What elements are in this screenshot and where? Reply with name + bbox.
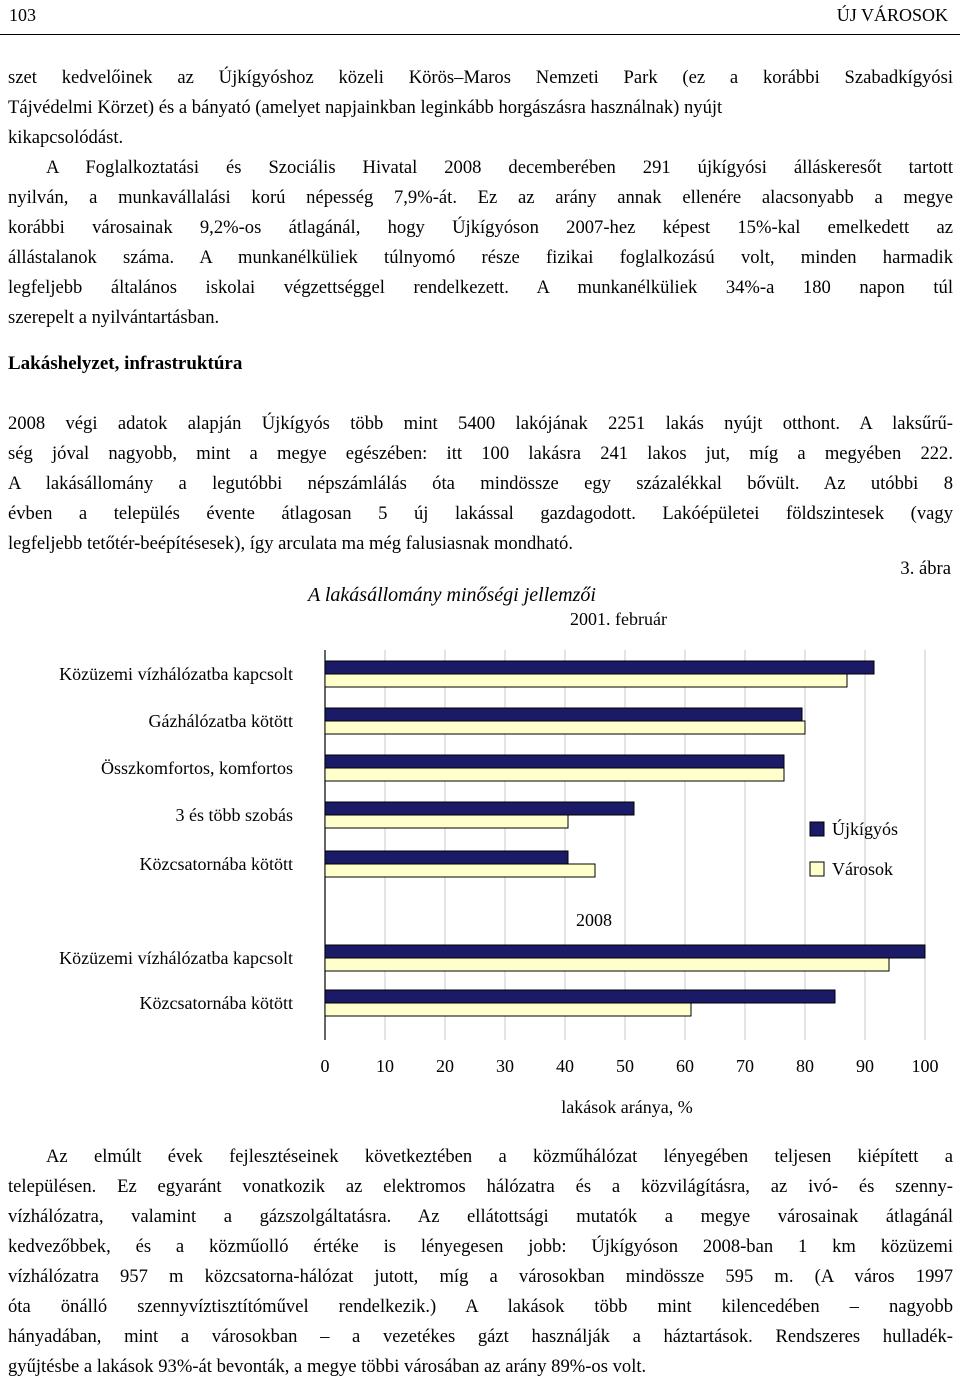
text-line: évben a település évente átlagosan 5 új lakással gazdagodott. Lakóépületei földszintesek (vagy — [8, 503, 953, 524]
x-tick-label: 10 — [376, 1056, 394, 1076]
text-line: Tájvédelmi Körzet) és a bányató (amelyet napjainkban leginkább horgászásra használnak) nyújt — [8, 97, 723, 118]
page-number: 103 — [9, 5, 36, 25]
legend-label: Újkígyós — [832, 819, 899, 839]
text-line: A Foglalkoztatási és Szociális Hivatal 2008 decemberében 291 újkígyósi álláskeresőt tartott — [46, 157, 953, 178]
text-line: nyilván, a munkavállalási korú népesség 7,9%-át. Ez az arány annak ellenére alacsonyabb a megye — [8, 187, 953, 208]
figure-number: 3. ábra — [900, 558, 951, 579]
x-tick-label: 70 — [736, 1056, 754, 1076]
category-label: Gázhálózatba kötött — [148, 711, 293, 731]
text-line: ség jóval nagyobb, mint a megye egészében: itt 100 lakásra 241 lakos jut, míg a megyében 222. — [8, 443, 953, 464]
text-line: kedvezőbbek, és a közműolló értéke is lényegesen jobb: Újkígyóson 2008-ban 1 km közüzemi — [8, 1236, 953, 1257]
x-tick-label: 90 — [856, 1056, 874, 1076]
text-line: gyűjtésbe a lakások 93%-át bevonták, a megye többi városában az arány 89%-os volt. — [8, 1356, 647, 1377]
text-line: korábbi városainak 9,2%-os átlagánál, hogy Újkígyóson 2007-hez képest 15%-kal emelkedett az — [8, 217, 953, 238]
running-title: ÚJ VÁROSOK — [836, 5, 948, 25]
bar-varosok — [325, 958, 889, 971]
text-line: 2008 végi adatok alapján Újkígyós több mint 5400 lakójának 2251 lakás nyújt otthont. A laksűrű- — [8, 413, 953, 434]
category-label: Közüzemi vízhálózatba kapcsolt — [59, 948, 293, 968]
text-line: szerepelt a nyilvántartásban. — [8, 307, 220, 328]
category-label: Összkomfortos, komfortos — [101, 758, 293, 778]
legend-label: Városok — [832, 859, 893, 879]
bar-ujkigyos — [325, 661, 874, 674]
text-line: A lakásállomány a legutóbbi népszámlálás óta mindössze egy százalékkal bővült. Az utóbbi 8 — [8, 473, 953, 494]
bar-varosok — [325, 815, 568, 828]
housing-quality-chart — [0, 630, 960, 1120]
page-header — [0, 0, 960, 35]
text-line: állástalanok száma. A munkanélküliek túlnyomó része fizikai foglalkozású volt, minden harmadik — [8, 247, 953, 268]
bar-varosok — [325, 768, 784, 781]
paragraph-housing — [8, 409, 953, 559]
bar-ujkigyos — [325, 851, 568, 864]
category-label: 3 és több szobás — [175, 805, 293, 825]
text-line: szet kedvelőinek az Újkígyóshoz közeli Körös–Maros Nemzeti Park (ez a korábbi Szabadkígyósi — [8, 67, 953, 88]
x-axis-label: lakások aránya, % — [561, 1097, 693, 1117]
bar-ujkigyos — [325, 945, 925, 958]
text-line: kikapcsolódást. — [8, 127, 124, 148]
x-tick-label: 50 — [616, 1056, 634, 1076]
bar-varosok — [325, 864, 595, 877]
figure-subtitle: 2001. február — [570, 609, 667, 629]
bar-ujkigyos — [325, 990, 835, 1003]
x-tick-label: 30 — [496, 1056, 514, 1076]
category-label: Közcsatornába kötött — [139, 993, 293, 1013]
group-label: 2008 — [576, 910, 612, 930]
bar-ujkigyos — [325, 755, 784, 768]
legend-swatch — [810, 862, 824, 876]
text-line: legfeljebb általános iskolai végzettséggel rendelkezett. A munkanélküliek 34%-a 180 napon túl — [8, 277, 953, 298]
section-heading: Lakáshelyzet, infrastruktúra — [8, 353, 243, 374]
x-tick-label: 80 — [796, 1056, 814, 1076]
x-tick-label: 60 — [676, 1056, 694, 1076]
text-line: vízhálózatra, valamint a gázszolgáltatásra. Az ellátottsági mutatók a megye városainak átlagánál — [8, 1206, 953, 1227]
x-tick-label: 20 — [436, 1056, 454, 1076]
bar-varosok — [325, 721, 805, 734]
text-line: hányadában, mint a városokban – a vezetékes gázt használják a háztartások. Rendszeres hulladék- — [8, 1326, 953, 1347]
x-tick-label: 40 — [556, 1056, 574, 1076]
category-label: Közüzemi vízhálózatba kapcsolt — [59, 664, 293, 684]
legend-swatch — [810, 822, 824, 836]
bar-varosok — [325, 674, 847, 687]
figure-title: A lakásállomány minőségi jellemzői — [308, 584, 596, 606]
text-line: Az elmúlt évek fejlesztéseinek következtében a közműhálózat lényegében teljesen kiépített a — [46, 1146, 953, 1167]
bar-varosok — [325, 1003, 691, 1016]
text-line: legfeljebb tetőtér-beépítésesek), így arculata ma még falusiasnak mondható. — [8, 533, 573, 554]
x-tick-label: 0 — [320, 1056, 330, 1076]
category-label: Közcsatornába kötött — [139, 854, 293, 874]
text-line: óta önálló szennyvíztisztítóművel rendelkezik.) A lakások több mint kilencedében – nagyobb — [8, 1296, 953, 1317]
bar-ujkigyos — [325, 802, 634, 815]
bar-ujkigyos — [325, 708, 802, 721]
text-line: vízhálózatra 957 m közcsatorna-hálózat jutott, míg a városokban mindössze 595 m. (A város 1997 — [8, 1266, 953, 1287]
text-line: településen. Ez egyaránt vonatkozik az elektromos hálózatra és a közvilágításra, az ivó- és szenny- — [8, 1176, 953, 1197]
x-tick-label: 100 — [911, 1056, 939, 1076]
paragraph-utilities — [8, 1142, 953, 1382]
paragraph-unemployment — [8, 63, 953, 333]
